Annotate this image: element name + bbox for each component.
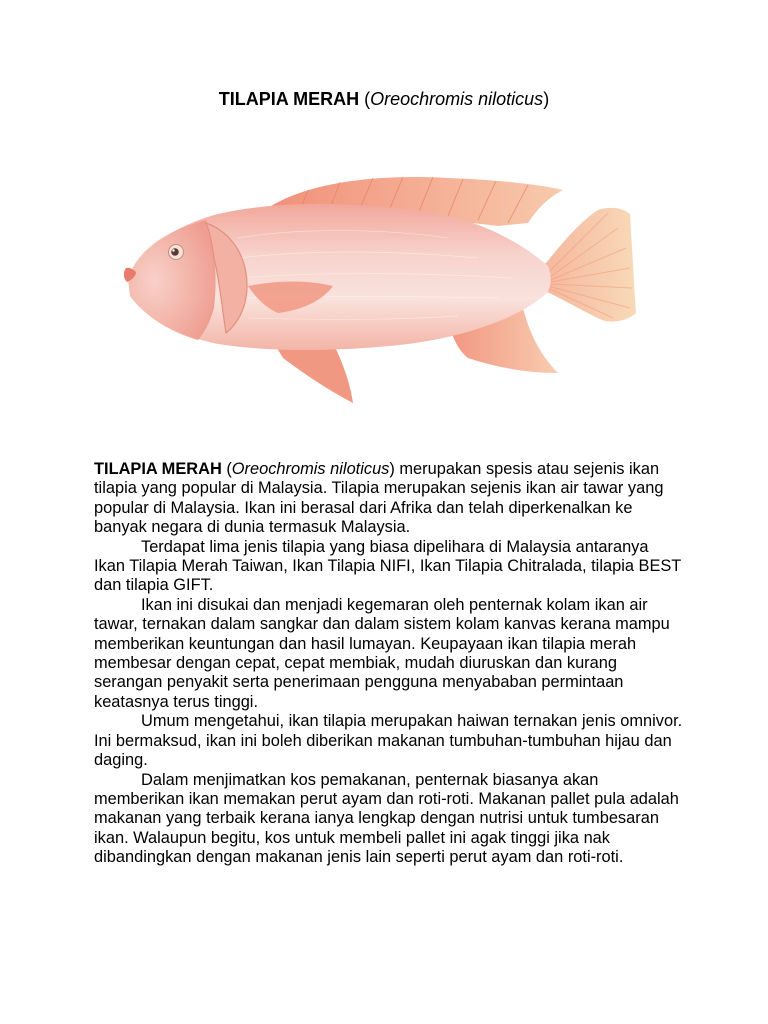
title-close-paren: ) — [543, 89, 550, 109]
red-tilapia-image — [118, 168, 648, 413]
title-open-paren: ( — [359, 89, 371, 109]
paragraph-4: Umum mengetahui, ikan tilapia merupakan haiwan ternakan jenis omnivor. Ini bermaksud, ikan ini boleh diberikan makanan tumbuhan-tumbuhan hijau dan daging. — [94, 712, 683, 770]
paragraph-5: Dalam menjimatkan kos pemakanan, penternak biasanya akan memberikan ikan memakan perut ayam dan roti-roti. Makanan pallet pula adalah makanan yang terbaik kerana ianya lengkap dengan nutrisi untuk tumbesaran ikan. Walaupun begitu, kos untuk membeli pallet ini agak tinggi jika nak dibandingkan dengan makanan jenis lain seperti perut ayam dan roti-roti. — [94, 770, 679, 867]
title-scientific-name: Oreochromis niloticus — [370, 89, 544, 109]
p1-text: ) merupakan spesis atau sejenis ikan tilapia yang popular di Malaysia. Tilapia merupakan sejenis ikan air tawar yang popular di Malaysia. Ikan ini berasal dari Afrika dan telah diperkenalkan ke banyak negara di dunia termasuk Malaysia. — [94, 460, 664, 537]
fish-head — [128, 220, 216, 340]
article-body — [94, 460, 684, 868]
p1-scientific-name: Oreochromis niloticus — [231, 460, 390, 478]
p1-name: TILAPIA MERAH — [94, 460, 222, 478]
paragraph-3: Ikan ini disukai dan menjadi kegemaran oleh penternak kolam ikan air tawar, ternakan dalam sangkar dan dalam sistem kolam kanvas kerana mampu memberikan keuntungan dan hasil lumayan. Keupayaan ikan tilapia merah membesar dengan cepat, cepat membiak, mudah diuruskan dan kurang serangan penyakit serta penerimaan pengguna menyababan permintaan keatasnya terus tinggi. — [94, 595, 670, 711]
paragraph-1 — [94, 460, 684, 538]
p1-open-paren: ( — [221, 460, 232, 478]
page-title — [0, 88, 768, 110]
fish-eye — [169, 245, 184, 260]
paragraph-2: Terdapat lima jenis tilapia yang biasa dipelihara di Malaysia antaranya Ikan Tilapia Merah Taiwan, Ikan Tilapia NIFI, Ikan Tilapia Chitralada, tilapia BEST dan tilapia GIFT. — [94, 537, 682, 595]
tail-fin — [538, 208, 636, 322]
title-name: TILAPIA MERAH — [218, 89, 360, 109]
